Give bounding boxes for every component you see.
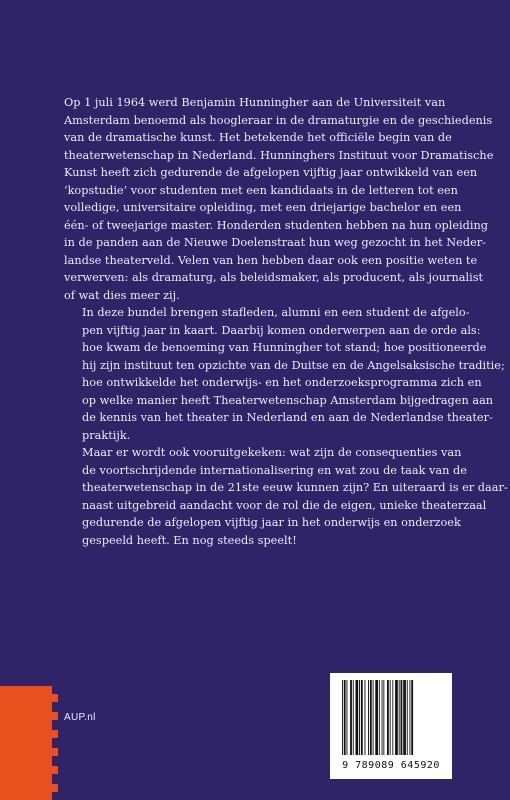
barcode-bar <box>350 680 352 755</box>
blurb-line: Op 1 juli 1964 werd Benjamin Hunningher aan de Universiteit van <box>64 96 446 109</box>
barcode-bars <box>342 680 440 755</box>
blurb-line: landse theaterveld. Velen van hen hebben daar ook een positie weten te <box>64 253 478 267</box>
barcode-bar <box>411 680 413 755</box>
blurb-paragraph-2 <box>64 304 505 444</box>
isbn-digits: 9 789089 645920 <box>342 760 440 771</box>
barcode-bar <box>359 680 360 755</box>
barcode-bar <box>395 680 398 755</box>
barcode-bar <box>410 680 411 755</box>
blurb-line: de voortschrijdende internationalisering en wat zou de taak van de <box>82 463 467 477</box>
blurb-line: pen vijftig jaar in kaart. Daarbij komen onderwerpen aan de orde als: <box>82 323 481 337</box>
barcode-bar <box>407 680 408 755</box>
blurb-line: in de panden aan de Nieuwe Doelenstraat hun weg gezocht in het Neder- <box>64 236 486 249</box>
barcode-bar <box>379 680 380 755</box>
logo-pixel <box>52 766 58 774</box>
barcode-bar <box>370 680 372 755</box>
barcode-bar <box>342 680 343 755</box>
logo-pixel <box>52 712 58 720</box>
barcode-bar <box>392 680 393 755</box>
barcode-bar <box>356 680 359 755</box>
logo-pixel <box>52 694 58 702</box>
barcode-bar <box>361 680 363 755</box>
blurb-line: hoe kwam de benoeming van Hunningher tot stand; hoe positioneerde <box>82 341 487 354</box>
barcode-bar <box>387 680 389 755</box>
blurb-line: volledige, universitaire opleiding, met een driejarige bachelor en een <box>64 201 462 214</box>
blurb-line: ‘kopstudie’ voor studenten met een kandidaats in de letteren tot een <box>64 183 458 197</box>
blurb-line: van de dramatische kunst. Het betekende het officiële begin van de <box>64 131 452 144</box>
barcode-bar <box>365 680 366 755</box>
blurb-line: gedurende de afgelopen vijftig jaar in het onderwijs en onderzoek <box>82 516 461 529</box>
blurb-line: In deze bundel brengen stafleden, alumni en een student de afgelo- <box>82 306 470 319</box>
barcode-bar <box>347 680 348 755</box>
blurb-line: of wat dies meer zij. <box>64 288 180 302</box>
isbn-barcode <box>330 673 452 779</box>
barcode-bar <box>375 680 378 755</box>
blurb-line: Maar er wordt ook vooruitgekeken: wat zijn de consequenties van <box>82 446 462 459</box>
blurb-line: gespeeld heeft. En nog steeds speelt! <box>82 533 297 547</box>
blurb-paragraph-1 <box>64 94 494 304</box>
publisher-website-link[interactable]: AUP.nl <box>64 712 96 723</box>
back-cover-blurb <box>64 94 508 549</box>
blurb-line: één- of tweejarige master. Honderden studenten hebben na hun opleiding <box>64 218 488 232</box>
blurb-line: hij zijn instituut ten opzichte van de Duitse en de Angelsaksische traditie; <box>82 358 505 372</box>
blurb-line: op welke manier heeft Theaterwetenschap Amsterdam bijgedragen aan <box>82 393 494 407</box>
barcode-bar <box>353 680 354 755</box>
barcode-bar <box>403 680 406 755</box>
barcode-bar <box>368 680 369 755</box>
logo-pixel <box>52 730 58 738</box>
logo-pixel <box>52 784 58 792</box>
logo-pixel <box>52 748 58 756</box>
blurb-line: Kunst heeft zich gedurende de afgelopen vijftig jaar ontwikkeld van een <box>64 166 478 179</box>
barcode-bar <box>382 680 383 755</box>
blurb-line: verwerven: als dramaturg, als beleidsmaker, als producent, als journalist <box>64 271 484 284</box>
blurb-line: theaterwetenschap in de 21ste eeuw kunnen zijn? En uiteraard is er daar- <box>82 481 508 494</box>
publisher-logo-block <box>0 686 52 800</box>
blurb-line: theaterwetenschap in Nederland. Hunninghers Instituut voor Dramatische <box>64 148 494 162</box>
blurb-line: naast uitgebreid aandacht voor de rol die de eigen, unieke theaterzaal <box>82 498 487 512</box>
barcode-bar <box>383 680 384 755</box>
barcode-bar <box>390 680 391 755</box>
barcode-bar <box>399 680 400 755</box>
barcode-bar <box>344 680 346 755</box>
blurb-line: praktijk. <box>82 428 131 442</box>
barcode-bar <box>401 680 403 755</box>
blurb-line: de kennis van het theater in Nederland en aan de Nederlandse theater- <box>82 411 493 424</box>
blurb-line: hoe ontwikkelde het onderwijs- en het onderzoeksprogramma zich en <box>82 376 482 389</box>
barcode-bar <box>373 680 374 755</box>
blurb-paragraph-3 <box>64 444 508 549</box>
blurb-line: Amsterdam benoemd als hoogleraar in de dramaturgie en de geschiedenis <box>64 113 493 127</box>
